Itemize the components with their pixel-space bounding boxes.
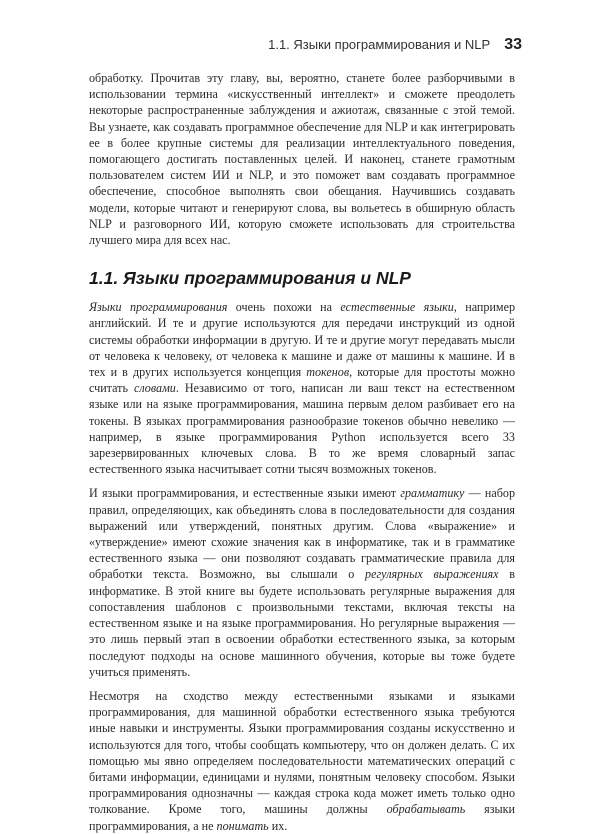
emphasis: понимать [216,818,269,833]
text-run: И языки программирования, и естественные языки имеют [89,486,401,501]
text-run: их. [268,818,288,833]
emphasis: токенов [306,365,350,380]
acronym-nlp: NLP [89,216,112,231]
text-run: , которые для простоты можно считать [89,365,515,396]
emphasis: обрабатывать [386,802,466,817]
text-run: обработку. Прочитав эту главу, вы, вероятно, станете более разборчивыми в использовании термина «искусственный интеллект» и сможете преодолеть некоторые распространенные заблуждения и ажиотаж, связанные с этой темой. Вы узнаете, как создавать программное обеспечение для [89,71,515,134]
paragraph-tokens [89,299,515,477]
emphasis: естественные языки [340,300,454,315]
section-heading: 1.1. Языки программирования и NLP [89,268,411,289]
text-run: и как интегрировать ее в более крупные системы для реализации интеллектуального поведения, помогающего достигать поставленных целей. И наконец, станете грамотным пользователем систем ИИ и [89,119,515,183]
text-run: очень похожи на [227,300,341,315]
page-body [89,70,515,834]
running-header [268,36,522,56]
acronym-nlp: NLP [385,119,408,134]
text-run: Несмотря на сходство между естественными языками и языками программирования, для машинной обработки естественного языка требуются иные навыки и инструменты. Языки программирования созданы искусственно и используются для того, чтобы сообщать компьютеру, что он должен делать. С их помощью мы явно определяем последовательности математических операций с битами информации, единицами и нулями, понятным человеку способом. Языки программирования однозначны — каждая строка кода может иметь только одно толкование. Кроме того, машины должны [89,688,515,817]
python-name: Python [331,429,366,444]
paragraph-differences [89,688,515,834]
text-run: , например английский. И те и другие используются для передачи инструкций из одной системы обработки информации в другую. И те и другие могут передавать мысли от человека к человеку, от человека к машине и даже от машины к машине. И в тех и в других используется концепция [89,300,515,380]
text-run: и разговорного ИИ, которую сможете использовать для строительства лучшего мира для всех нас. [89,216,515,248]
text-run: . Независимо от того, написан ли ваш текст на естественном языке или на языке программирования, машина первым делом разбивает его на токены. В языках программирования разнообразие токенов обычно невелико — например, в языке программирования [89,381,515,444]
emphasis: грамматику [400,486,465,501]
emphasis: регулярных выражениях [365,567,499,582]
emphasis: Языки программирования [89,300,228,315]
emphasis: словами [134,381,176,396]
page-number: 33 [504,36,522,53]
running-title: 1.1. Языки программирования и NLP [268,37,491,52]
intro-paragraph [89,70,515,248]
text-run: языки программирования, а не [89,802,515,833]
text-run: — набор правил, определяющих, как объединять слова в последовательности для создания выражений или утверждений, понятных другим. Слова «выражение» и «утверждение» имеют схожие значения как в информатике, так и в грамматике естественного языка — они позволяют создавать грамматические правила для обработки текста. Возможно, вы слышали о [89,486,516,582]
acronym-nlp: NLP [249,168,271,183]
text-run: , и это поможет вам создавать программное обеспечение, способное выполнять свои обещания. Научившись создавать модели, которые читают и генерируют слова, вы вольетесь в обширную область [89,168,515,215]
paragraph-grammar [89,485,515,679]
text-run: используется всего 33 зарезервированных ключевых слова. В то же время словарный запас естественного языка насчитывает сотни тысяч возможных токенов. [89,429,515,477]
text-run: в информатике. В этой книге вы будете использовать регулярные выражения для сопоставления шаблонов с произвольными текстами, включая тексты на естественном языке и на языке программирования. Но регулярные выражения — это лишь первый этап в освоении обработки естественного языка, за которым последуют подходы на основе машинного обучения, которые вы тоже будете учиться применять. [89,567,516,679]
